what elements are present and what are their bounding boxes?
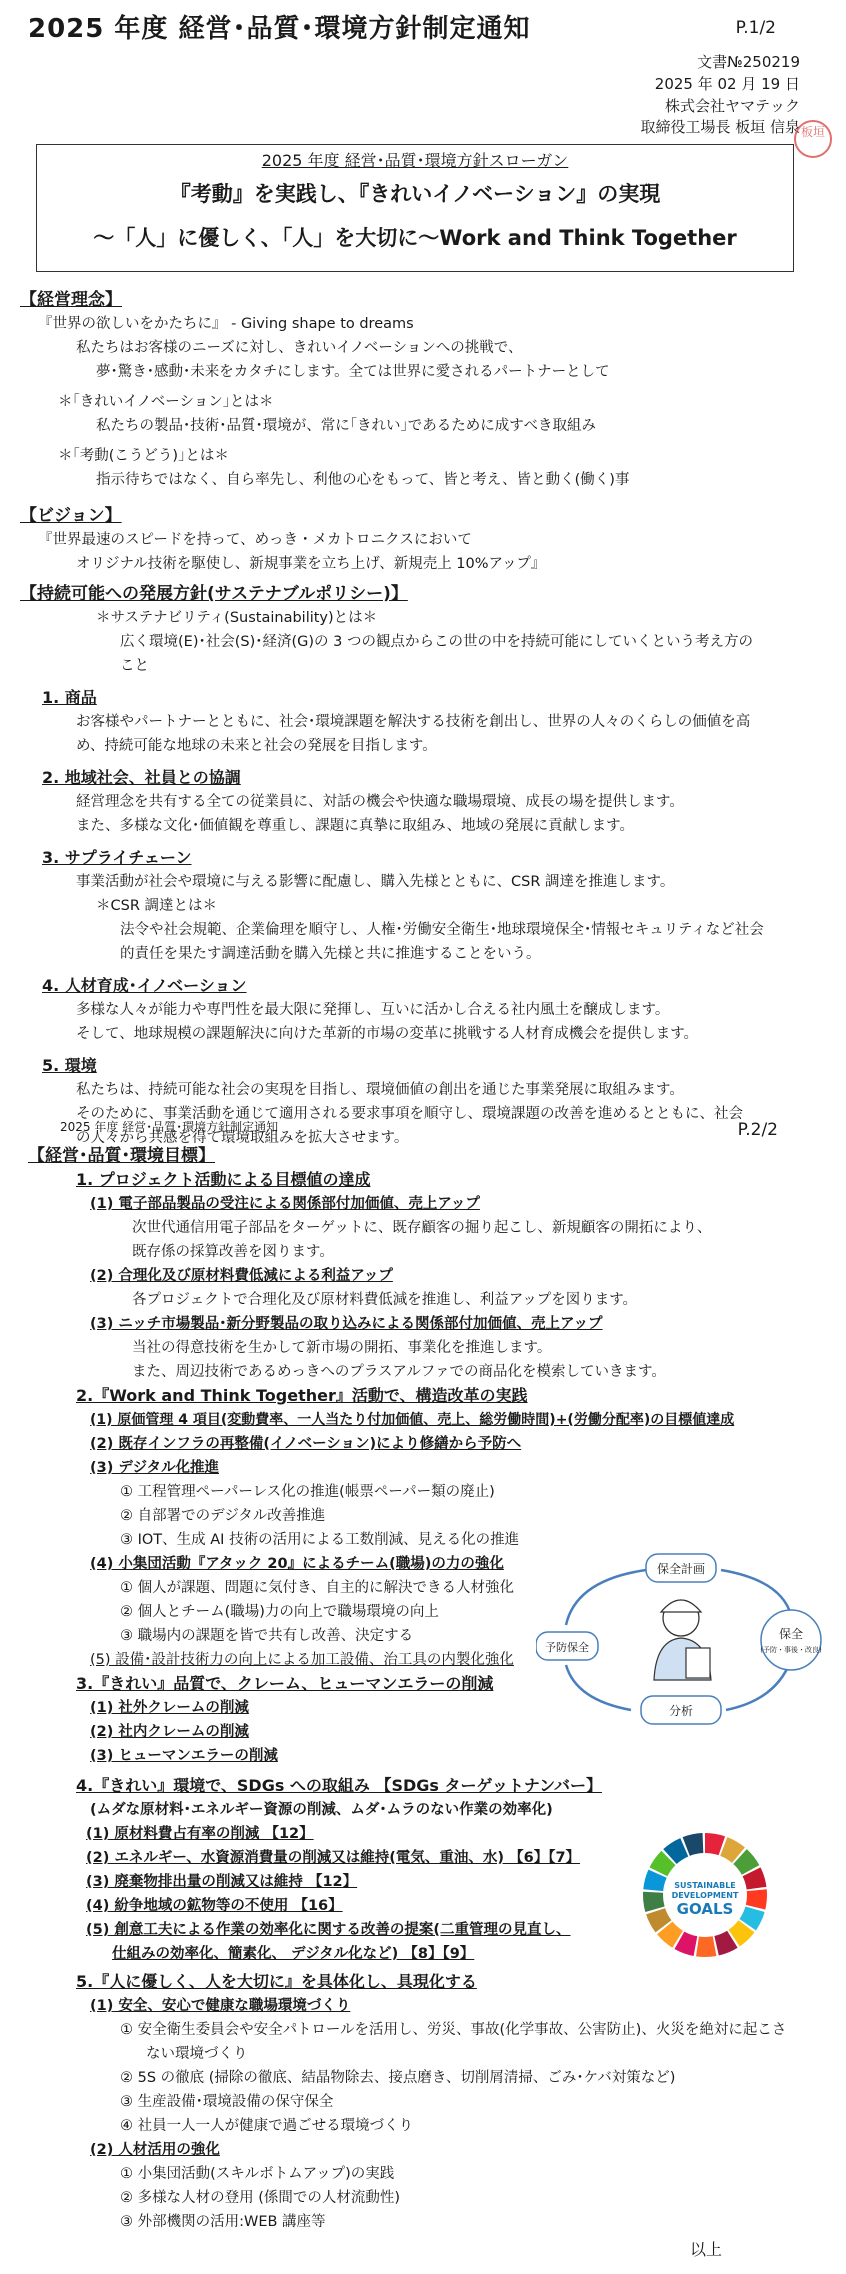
policy-5-text-1: 私たちは、持続可能な社会の実現を目指し、環境価値の創出を通じた事業発展に取組みます。 <box>76 1082 684 1098</box>
goal-4-3: (3) 廃棄物排出量の削減又は維持 【12】 <box>86 1874 358 1890</box>
slogan-caption: 2025 年度 経営･品質･環境方針スローガン <box>261 151 569 170</box>
cycle-arrow-4 <box>566 1665 631 1710</box>
goal-4-subtitle: (ムダな原材料･エネルギー資源の削減、ムダ･ムラのない作業の効率化) <box>90 1802 553 1818</box>
policy-5-text-3: の人々から共感を得て環境取組みを拡大させます。 <box>76 1130 409 1146</box>
sdg-segment <box>746 1889 767 1909</box>
goal-1-2-text: 各プロジェクトで合理化及び原材料費低減を推進し、利益アップを図ります。 <box>132 1292 638 1308</box>
goal-2-title: 2.『Work and Think Together』活動で、構造改革の実践 <box>76 1386 528 1405</box>
policy-1-title: 1. 商品 <box>42 688 97 707</box>
signer: 取締役工場長 板垣 信泉 <box>640 118 800 137</box>
goal-1-1: (1) 電子部品製品の受注による関係部付加価値、売上アップ <box>90 1196 480 1212</box>
goal-5-1-item-4: ④ 社員一人一人が健康で過ごせる環境づくり <box>120 2118 414 2134</box>
policy-1-text-1: お客様やパートナーとともに、社会･環境課題を解決する技術を創出し、世界の人々のくらしの価値を高 <box>76 714 751 730</box>
vision-line-1: 『世界最速のスピードを持って、めっき・メカトロニクスにおいて <box>38 532 472 548</box>
goal-4-5-line-2: 仕組みの効率化、簡素化、 デジタル化など) 【8】【9】 <box>112 1946 475 1962</box>
cycle-arrow-2 <box>721 1570 791 1615</box>
document-title: 2025 年度 経営･品質･環境方針制定通知 <box>28 14 531 44</box>
sustainability-definition-body-1: 広く環境(E)･社会(S)･経済(G)の 3 つの観点からこの世の中を持続可能にしていくという考え方の <box>120 634 753 650</box>
goal-1-1-text-1: 次世代通信用電子部品をターゲットに、既存顧客の掘り起こし、新規顧客の開拓により、 <box>132 1220 712 1236</box>
goal-5-title: 5.『人に優しく、人を大切に』を具体化し、具現化する <box>76 1972 477 1991</box>
philosophy-text-1: 私たちはお客様のニーズに対し、きれいイノベーションへの挑戦で、 <box>76 340 523 356</box>
philosophy-text-2: 夢･驚き･感動･未来をカタチにします。全ては世界に愛されるパートナーとして <box>96 364 610 380</box>
goal-5-1-item-3: ③ 生産設備･環境設備の保守保全 <box>120 2094 334 2110</box>
goal-1-3-text-1: 当社の得意技術を生かして新市場の開拓、事業化を推進します。 <box>132 1340 552 1356</box>
worker-figure <box>654 1600 711 1680</box>
cycle-arrow-1 <box>566 1570 646 1625</box>
kirei-definition-body: 私たちの製品･技術･品質･環境が、常に｢きれい｣であるために成すべき取組み <box>96 418 596 434</box>
page-number: P.1/2 <box>735 18 776 38</box>
koudou-definition-title: ＊｢考動(こうどう)｣とは＊ <box>58 448 229 464</box>
analysis-label: 分析 <box>668 1704 694 1718</box>
kirei-definition-title: ＊｢きれいイノベーション｣とは＊ <box>58 394 274 410</box>
page-2-header: 2025 年度 経営･品質･環境方針制定通知 <box>60 1120 279 1134</box>
policy-4-text-1: 多様な人々が能力や専門性を最大限に発揮し、互いに活かし合える社内風土を醸成します。 <box>76 1002 670 1018</box>
maintenance-sublabel: (予防・事後・改良) <box>760 1646 822 1654</box>
seal-stamp <box>794 120 832 158</box>
philosophy-heading: 【経営理念】 <box>20 290 122 310</box>
doc-date: 2025 年 02 月 19 日 <box>654 74 800 93</box>
page-2-number: P.2/2 <box>737 1120 778 1140</box>
policy-2-title: 2. 地域社会、社員との協調 <box>42 768 241 787</box>
goal-2-4-item-2: ② 個人とチーム(職場)力の向上で職場環境の向上 <box>120 1604 439 1620</box>
goal-2-3-item-1: ① 工程管理ペーパーレス化の推進(帳票ペーパー類の廃止) <box>120 1484 495 1500</box>
vision-heading: 【ビジョン】 <box>20 506 122 526</box>
sdg-segment <box>643 1892 665 1912</box>
goal-1-title: 1. プロジェクト活動による目標値の達成 <box>76 1170 371 1189</box>
goal-4-2: (2) エネルギー、水資源消費量の削減又は維持(電気、重油、水) 【6】【7】 <box>86 1850 581 1866</box>
koudou-definition-body: 指示待ちではなく、自ら率先し、利他の心をもって、皆と考え、皆と動く(働く)事 <box>96 472 630 488</box>
closing-mark: 以上 <box>690 2240 723 2259</box>
policy-2-text-1: 経営理念を共有する全ての従業員に、対話の機会や快適な職場環境、成長の場を提供します。 <box>76 794 684 810</box>
goal-1-1-text-2: 既存係の採算改善を図ります。 <box>132 1244 334 1260</box>
maintenance-label: 保全 <box>778 1627 804 1641</box>
goal-1-2: (2) 合理化及び原材料費低減による利益アップ <box>90 1268 393 1284</box>
goal-2-4-item-1: ① 個人が課題、問題に気付き、自主的に解決できる人材強化 <box>120 1580 515 1596</box>
goal-2-2: (2) 既存インフラの再整備(イノベーション)により修繕から予防へ <box>90 1436 522 1452</box>
sdg-text-1: SUSTAINABLE <box>674 1881 736 1890</box>
policy-3-text-3: 的責任を果たす調達活動を購入先様と共に推進することをいう。 <box>120 946 541 962</box>
goal-5-2: (2) 人材活用の強化 <box>90 2142 220 2158</box>
sdg-segment <box>696 1936 716 1957</box>
goal-1-3-text-2: また、周辺技術であるめっきへのプラスアルファでの商品化を模索していきます。 <box>132 1364 666 1380</box>
goal-3-3: (3) ヒューマンエラーの削減 <box>90 1748 278 1764</box>
policy-2-text-2: また、多様な文化･価値観を尊重し、課題に真摯に取組み、地域の発展に貢献します。 <box>76 818 634 834</box>
goal-2-4-item-3: ③ 職場内の課題を皆で共有し改善、決定する <box>120 1628 414 1644</box>
slogan-line-1: 『考動』を実践し、『きれいイノベーション』の実現 <box>169 182 661 206</box>
goals-heading: 【経営･品質･環境目標】 <box>28 1146 215 1166</box>
goal-5-1: (1) 安全、安心で健康な職場環境づくり <box>90 1998 351 2014</box>
seal-text: 板垣 <box>800 125 825 139</box>
sustainability-definition-body-2: こと <box>120 658 149 674</box>
policy-5-title: 5. 環境 <box>42 1056 97 1075</box>
plan-label: 保全計画 <box>656 1562 706 1576</box>
policy-3-text-1: 事業活動が社会や環境に与える影響に配慮し、購入先様とともに、CSR 調達を推進します。 <box>76 874 675 890</box>
doc-number: 文書№250219 <box>697 53 800 71</box>
goal-4-5-line-1: (5) 創意工夫による作業の効率化に関する改善の提案(二重管理の見直し、 <box>86 1922 571 1938</box>
page-1-body <box>20 282 820 1150</box>
sdg-text-2: DEVELOPMENT <box>671 1891 739 1900</box>
csr-definition-title: ＊CSR 調達とは＊ <box>96 898 218 914</box>
policy-5-text-2: そのために、事業活動を通じて適用される要求事項を順守し、環境課題の改善を進めるとともに、社会 <box>76 1106 743 1122</box>
sdgs-wheel-logo <box>640 1830 770 1960</box>
goal-5-2-item-3: ③ 外部機関の活用:WEB 講座等 <box>120 2214 326 2230</box>
policy-1-text-2: め、持続可能な地球の未来と社会の発展を目指します。 <box>76 738 437 754</box>
goal-3-title: 3.『きれい』品質で、クレーム、ヒューマンエラーの削減 <box>76 1674 494 1693</box>
goal-3-1: (1) 社外クレームの削減 <box>90 1700 249 1716</box>
goal-2-3-item-3: ③ IOT、生成 AI 技術の活用による工数削減、見える化の推進 <box>120 1532 520 1548</box>
philosophy-motto: 『世界の欲しいをかたちに』 - Giving shape to dreams <box>38 316 414 332</box>
policy-3-title: 3. サプライチェーン <box>42 848 192 867</box>
goal-5-1-item-2: ② 5S の徹底 (掃除の徹底、結晶物除去、接点磨き、切削屑清掃、ごみ･ケバ対策など) <box>120 2070 676 2086</box>
goal-5-1-item-1: ① 安全衛生委員会や安全パトロールを活用し、労災、事故(化学事故、公害防止)、火災を絶対に起こさ <box>120 2022 787 2038</box>
policy-3-text-2: 法令や社会規範、企業倫理を順守し、人権･労働安全衛生･地球環境保全･情報セキュリティなど社会 <box>120 922 764 938</box>
company-name: 株式会社ヤマテック <box>664 96 800 115</box>
goal-2-5: (5) 設備･設計技術力の向上による加工設備、治工具の内製化強化 <box>90 1652 514 1668</box>
goal-5-1-item-1-cont: ない環境づくり <box>146 2046 248 2062</box>
policy-4-title: 4. 人材育成･イノベーション <box>42 976 247 995</box>
goal-3-2: (2) 社内クレームの削減 <box>90 1724 249 1740</box>
slogan-line-2: ～「人」に優しく、「人」を大切に～Work and Think Together <box>93 225 737 250</box>
goal-2-3: (3) デジタル化推進 <box>90 1460 220 1476</box>
goal-4-title: 4.『きれい』環境で、SDGs への取組み 【SDGs ターゲットナンバー】 <box>76 1776 602 1795</box>
goal-4-1: (1) 原材料費占有率の削減 【12】 <box>86 1826 314 1842</box>
slogan-box <box>36 144 794 272</box>
policy-4-text-2: そして、地球規模の課題解決に向けた革新的市場の変革に挑戦する人材育成機会を提供します。 <box>76 1026 699 1042</box>
sustainability-heading: 【持続可能への発展方針(サステナブルポリシー)】 <box>20 584 408 604</box>
document-meta <box>640 52 800 139</box>
goal-2-1: (1) 原価管理 4 項目(変動費率、一人当たり付加価値、売上、総労働時間)+(労働分配率)の目標値達成 <box>90 1412 735 1428</box>
goal-2-3-item-2: ② 自部署でのデジタル改善推進 <box>120 1508 326 1524</box>
vision-line-2: オリジナル技術を駆使し、新規事業を立ち上げ、新規売上 10%アップ』 <box>76 556 546 572</box>
goal-5-2-item-1: ① 小集団活動(スキルボトムアップ)の実践 <box>120 2166 395 2182</box>
prevent-label: 予防保全 <box>545 1641 589 1654</box>
sustainability-definition-title: ＊サステナビリティ(Sustainability)とは＊ <box>96 610 378 626</box>
goal-5-2-item-2: ② 多様な人材の登用 (係間での人材流動性) <box>120 2190 401 2206</box>
goal-1-3: (3) ニッチ市場製品･新分野製品の取り込みによる関係部付加価値、売上アップ <box>90 1316 603 1332</box>
goal-4-4: (4) 紛争地域の鉱物等の不使用 【16】 <box>86 1898 343 1914</box>
sdg-text-3: GOALS <box>676 1900 734 1918</box>
maintenance-cycle-illustration <box>536 1540 826 1730</box>
goal-2-4: (4) 小集団活動『アタック 20』によるチーム(職場)の力の強化 <box>90 1556 504 1572</box>
